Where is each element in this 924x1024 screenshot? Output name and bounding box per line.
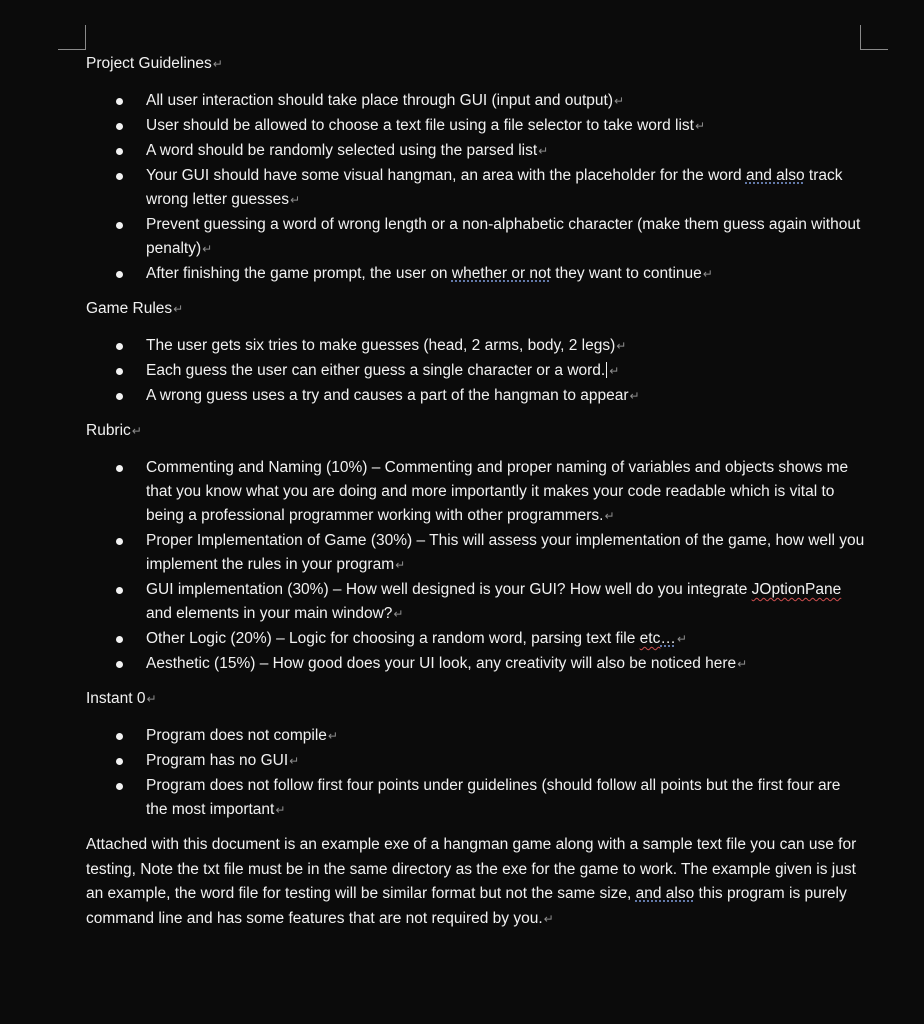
guidelines-list xyxy=(86,89,866,286)
paragraph-mark-icon: ↵ xyxy=(543,911,554,926)
list-item: Aesthetic (15%) – How good does your UI look, any creativity will also be noticed here↵ xyxy=(86,652,866,676)
paragraph-mark-icon: ↵ xyxy=(289,754,300,768)
paragraph-mark-icon: ↵ xyxy=(290,193,301,207)
rubric-list xyxy=(86,456,866,676)
rules-heading: Game Rules↵ xyxy=(86,300,184,317)
instant-zero-list xyxy=(86,724,866,822)
list-item: The user gets six tries to make guesses (head, 2 arms, body, 2 legs)↵ xyxy=(86,334,866,358)
list-item: Other Logic (20%) – Logic for choosing a random word, parsing text file etc…↵ xyxy=(86,627,866,651)
rules-list xyxy=(86,334,866,408)
list-item: A word should be randomly selected using the parsed list↵ xyxy=(86,139,866,163)
paragraph-mark-icon: ↵ xyxy=(212,57,223,71)
grammar-flag[interactable]: whether or not xyxy=(451,265,551,282)
paragraph-mark-icon: ↵ xyxy=(694,119,706,133)
grammar-flag[interactable]: and also xyxy=(635,885,695,902)
crop-mark-left-horizontal xyxy=(58,49,86,50)
paragraph-mark-icon: ↵ xyxy=(629,389,640,403)
rubric-heading: Rubric↵ xyxy=(86,422,142,439)
paragraph-mark-icon: ↵ xyxy=(538,144,549,158)
list-item: Each guess the user can either guess a single character or a word. ↵ xyxy=(86,359,866,383)
list-item: Commenting and Naming (10%) – Commenting and proper naming of variables and objects shows me that you know what you are doing and more importantly it makes your code readable which is vital to being a professional programmer working with other programmers.↵ xyxy=(86,456,866,528)
paragraph-mark-icon: ↵ xyxy=(275,803,286,817)
crop-mark-right-vertical xyxy=(860,25,861,50)
list-item: Proper Implementation of Game (30%) – This will assess your implementation of the game, how well you implement the rules in your program↵ xyxy=(86,529,866,577)
spelling-flag[interactable]: etc xyxy=(639,630,661,647)
closing-paragraph: Attached with this document is an example exe of a hangman game along with a sample text file you can use for testing, Note the txt file must be in the same directory as the exe for the game to work. The example given is just an example, the word file for testing will be similar format but not the same size, and also this program is purely command line and has some features that are not required by you.↵ xyxy=(86,836,857,927)
crop-mark-right-horizontal xyxy=(860,49,888,50)
paragraph-mark-icon: ↵ xyxy=(676,632,687,646)
document-page[interactable] xyxy=(86,52,866,931)
list-item: User should be allowed to choose a text file using a file selector to take word list↵ xyxy=(86,114,866,138)
paragraph-mark-icon: ↵ xyxy=(614,94,625,108)
list-item: A wrong guess uses a try and causes a part of the hangman to appear↵ xyxy=(86,384,866,408)
grammar-flag[interactable]: and also xyxy=(745,167,805,184)
paragraph-mark-icon: ↵ xyxy=(395,558,406,572)
paragraph-mark-icon: ↵ xyxy=(131,424,142,438)
paragraph-mark-icon: ↵ xyxy=(616,339,627,353)
paragraph-mark-icon: ↵ xyxy=(609,364,620,378)
paragraph-mark-icon: ↵ xyxy=(604,509,615,523)
crop-mark-left-vertical xyxy=(85,25,86,50)
text-cursor xyxy=(606,362,607,378)
guidelines-heading: Project Guidelines↵ xyxy=(86,55,223,72)
paragraph-mark-icon: ↵ xyxy=(146,692,157,706)
spelling-flag[interactable]: JOptionPane xyxy=(751,581,842,598)
list-item: Program does not compile↵ xyxy=(86,724,866,748)
grammar-flag[interactable]: … xyxy=(660,630,676,647)
instant-zero-heading: Instant 0↵ xyxy=(86,690,157,707)
paragraph-mark-icon: ↵ xyxy=(202,242,213,256)
list-item: Program has no GUI↵ xyxy=(86,749,866,773)
list-item: After finishing the game prompt, the user on whether or not they want to continue↵ xyxy=(86,262,866,286)
list-item: Program does not follow first four points under guidelines (should follow all points but the first four are the most important↵ xyxy=(86,774,866,822)
list-item: Your GUI should have some visual hangman, an area with the placeholder for the word and also track wrong letter guesses↵ xyxy=(86,164,866,212)
paragraph-mark-icon: ↵ xyxy=(737,657,748,671)
list-item: All user interaction should take place through GUI (input and output)↵ xyxy=(86,89,866,113)
list-item: GUI implementation (30%) – How well designed is your GUI? How well do you integrate JOptionPane and elements in your main window?↵ xyxy=(86,578,866,626)
paragraph-mark-icon: ↵ xyxy=(327,729,338,743)
paragraph-mark-icon: ↵ xyxy=(393,607,404,621)
paragraph-mark-icon: ↵ xyxy=(173,302,184,316)
paragraph-mark-icon: ↵ xyxy=(702,267,713,281)
list-item: Prevent guessing a word of wrong length or a non-alphabetic character (make them guess again without penalty)↵ xyxy=(86,213,866,261)
